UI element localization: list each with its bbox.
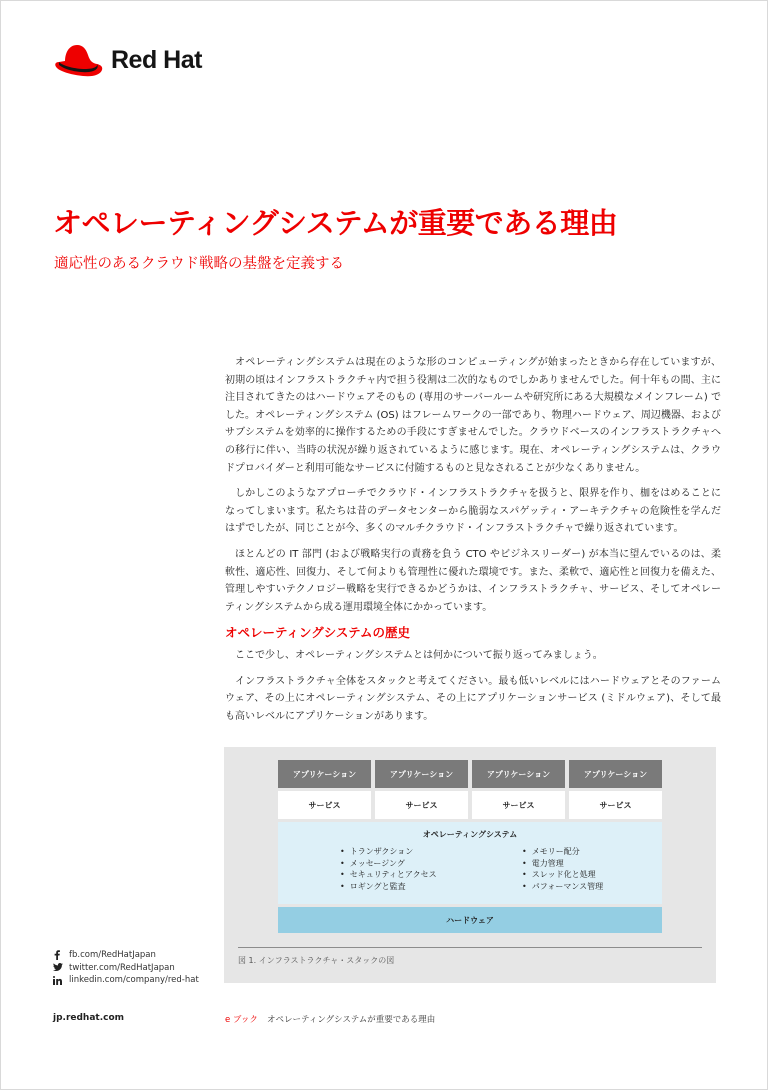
facebook-link-text: fb.com/RedHatJapan [69, 950, 156, 961]
service-box: サービス [569, 791, 662, 819]
twitter-icon [53, 963, 65, 973]
infrastructure-stack-figure [224, 747, 716, 983]
social-link-linkedin[interactable] [53, 974, 199, 987]
os-feature-item: • トランザクション [340, 846, 437, 858]
body-paragraph: インフラストラクチャ全体をスタックと考えてください。最も低いレベルにはハードウェアとそのファームウェア、その上にオペレーティングシステム、その上にアプリケーションサービス (ミドルウェア)、そして最も高いレベルにアプリケーションがあります。 [225, 675, 721, 722]
os-feature-item: • メモリー配分 [522, 846, 603, 858]
os-feature-list-right [522, 846, 603, 892]
linkedin-icon [53, 975, 65, 985]
service-box: サービス [278, 791, 371, 819]
application-box: アプリケーション [278, 760, 371, 788]
application-row [278, 760, 662, 788]
stack-diagram [278, 760, 662, 933]
hardware-layer: ハードウェア [278, 907, 662, 933]
red-hat-logo [53, 41, 202, 79]
figure-caption: 図 1. インフラストラクチャ・スタックの図 [238, 956, 395, 965]
os-feature-item: • パフォーマンス管理 [522, 881, 603, 893]
social-link-facebook[interactable] [53, 949, 199, 962]
body-paragraph: ここで少し、オペレーティングシステムとは何かについて振り返ってみましょう。 [235, 649, 603, 661]
application-box: アプリケーション [569, 760, 662, 788]
os-feature-item: • メッセージング [340, 858, 437, 870]
red-hat-icon [53, 41, 103, 79]
facebook-icon [53, 950, 65, 960]
os-layer-title: オペレーティングシステム [422, 830, 518, 839]
os-feature-item: • 電力管理 [522, 858, 603, 870]
application-box: アプリケーション [472, 760, 565, 788]
footer-document-type: e ブック [225, 1015, 258, 1025]
social-links [53, 949, 199, 987]
body-paragraph: オペレーティングシステムは現在のような形のコンピューティングが始まったときから存在していますが、初期の頃はインフラストラクチャ内で担う役割は二次的なものでしかありませんでした。何十年もの間、主に注目されてきたのはハードウェアそのもの (専用のサーバールームや研究所にある大規模なメインフレーム) でした。オペレーティングシステム (OS) はフレームワークの一部であり、物理ハードウェア、周辺機器、およびサブシステムを効率的に操作するための手段にすぎませんでした。クラウドベースのインフラストラクチャへの移行に伴い、当時の状況が繰り返されているように感じます。現在、オペレーティングシステムは、クラウドプロバイダーと利用可能なサービスに付随するものと見なされることが少なくありません。 [225, 357, 721, 474]
logo-wordmark: Red Hat [111, 45, 202, 74]
os-feature-item: • セキュリティとアクセス [340, 869, 437, 881]
os-feature-item: • ロギングと監査 [340, 881, 437, 893]
service-box: サービス [375, 791, 468, 819]
application-box: アプリケーション [375, 760, 468, 788]
os-layer [278, 822, 662, 904]
body-paragraph: しかしこのようなアプローチでクラウド・インフラストラクチャを扱うと、限界を作り、枷をはめることになってしまいます。私たちは昔のデータセンターから脆弱なスパゲッティ・アーキテクチャの危険性を学んだはずでしたが、同じことが今、多くのマルチクラウド・インフラストラクチャで繰り返されています。 [225, 488, 721, 535]
body-paragraph: ほとんどの IT 部門 (および戦略実行の責務を負う CTO やビジネスリーダー) が本当に望んでいるのは、柔軟性、適応性、回復力、そして何よりも管理性に優れた環境です。また、柔軟で、適応性と回復力を備えた、管理しやすいテクノロジー戦略を実行できるかどうかは、インフラストラクチャ、サービス、そしてオペレーティングシステムから成る運用環境全体にかかっています。 [225, 548, 721, 613]
section-heading: オペレーティングシステムの歴史 [225, 625, 411, 641]
body-text [225, 354, 721, 733]
os-feature-item: • スレッド化と処理 [522, 869, 603, 881]
service-box: サービス [472, 791, 565, 819]
linkedin-link-text: linkedin.com/company/red-hat [69, 975, 199, 986]
document-title: オペレーティングシステムが重要である理由 [53, 206, 618, 240]
services-row [278, 791, 662, 819]
document-subtitle: 適応性のあるクラウド戦略の基盤を定義する [54, 256, 344, 272]
footer-website-link[interactable]: jp.redhat.com [53, 1013, 125, 1023]
os-feature-list-left [340, 846, 437, 892]
footer-document-title: オペレーティングシステムが重要である理由 [267, 1015, 436, 1025]
social-link-twitter[interactable] [53, 962, 199, 975]
figure-divider [238, 947, 702, 948]
twitter-link-text: twitter.com/RedHatJapan [69, 962, 175, 973]
